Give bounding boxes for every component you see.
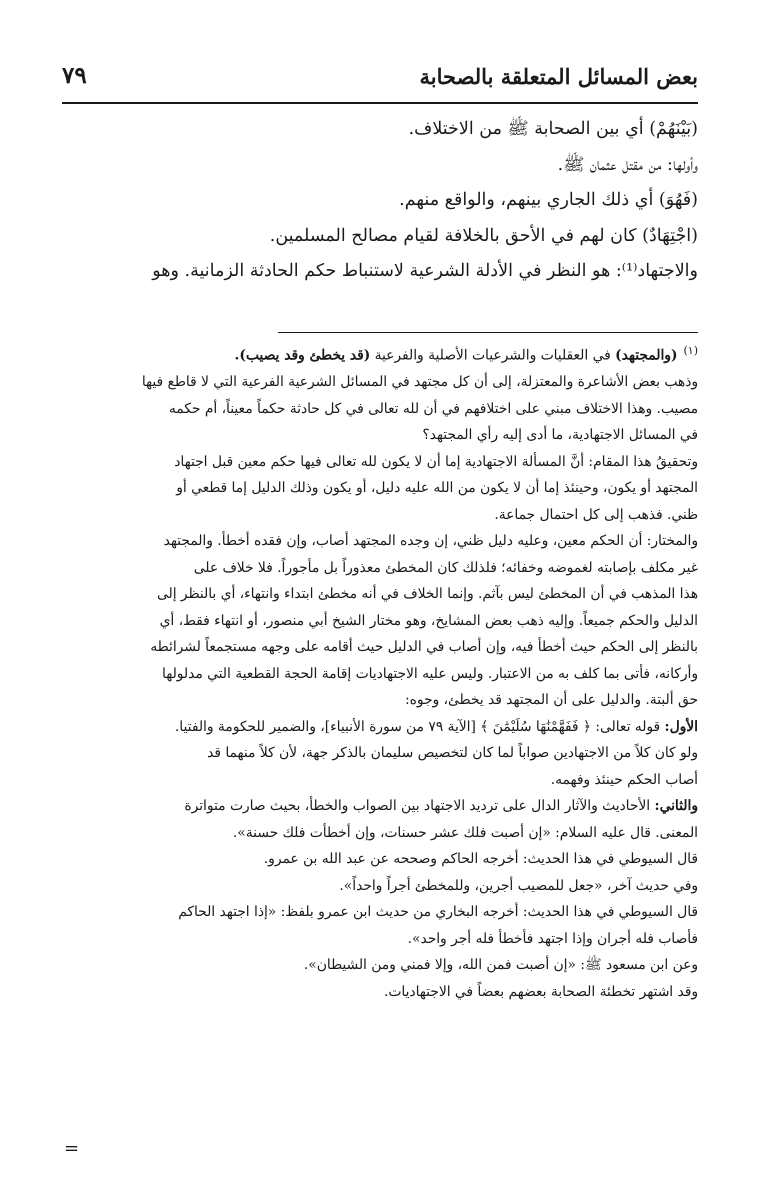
footnote-line: والمختار: أن الحكم معين، وعليه دليل ظني، إن وجده المجتهد أصاب، وإن فقده أخطأ. والمجتهد <box>163 533 698 550</box>
footnote-lead-bold-2: (قد يخطئ وقد يصيب). <box>234 347 371 364</box>
footnote-line: هذا المذهب في أن المخطئ ليس بآثم. وإنما الخلاف في أنه مخطئ ابتداء وانتهاء، أي بالنظر إلى <box>157 586 698 603</box>
main-text <box>62 112 698 290</box>
running-title: بعض المسائل المتعلقة بالصحابة <box>419 64 698 89</box>
footnote-marker: (١) <box>683 344 698 357</box>
footnote-line: الدليل والحكم جميعاً. وإليه ذهب بعض المشايخ، وهو مختار الشيخ أبي منصور، أو انتهاء فقط، أي <box>159 612 698 629</box>
footnote-line: مصيب. وهذا الاختلاف مبني على اختلافهم في أن لله تعالى في كل حادثة حكماً معيناً، أم حكمه <box>168 400 698 417</box>
second-point-text: الأحاديث والآثار الدال على ترديد الاجتهاد بين الصواب والخطأ، بحيث صارت متواترة <box>184 798 655 815</box>
footnotes <box>62 338 698 1005</box>
main-line-2: وأولها: من مقتل عثمان ﷺ. <box>557 154 698 175</box>
footnote-line: فأصاب فله أجران وإذا اجتهد فأخطأ فله أجر واحد». <box>407 930 698 947</box>
footnote-second-point <box>62 793 698 820</box>
footnote-line: المعنى. قال عليه السلام: «إن أصبت فلك عشر حسنات، وإن أخطأت فلك حسنة». <box>232 824 698 841</box>
second-point-label: والثاني: <box>654 798 698 815</box>
main-line-4: (اجْتِهَادٌ) كان لهم في الأحق بالخلافة لقيام مصالح المسلمين. <box>269 225 698 246</box>
footnote-line: وفي حديث آخر، «جعل للمصيب أجرين، وللمخطئ أجراً واحداً». <box>339 877 698 894</box>
footnote-line: وذهب بعض الأشاعرة والمعتزلة، إلى أن كل مجتهد في المسائل الشرعية الفرعية التي لا قاطع فيها <box>141 374 698 391</box>
page-number: ٧٩ <box>62 62 87 89</box>
main-line-3: (فَهُوَ) أي ذلك الجاري بينهم، والواقع منهم. <box>399 190 698 210</box>
footnote-line: أصاب الحكم حينئذ وفهمه. <box>550 771 698 788</box>
footnote-line: حق ألبتة. والدليل على أن المجتهد قد يخطئ، وجوه: <box>404 692 698 709</box>
footnote-line: وتحقيقُ هذا المقام: أنَّ المسألة الاجتهادية إما أن لا يكون لله تعالى فيها حكم معين قبل اجتهاد <box>174 453 698 470</box>
footnote-line: وقد اشتهر تخطئة الصحابة بعضهم بعضاً في الاجتهاديات. <box>384 983 698 1000</box>
first-point-label: الأول: <box>664 718 698 735</box>
main-line-1: (بَيْنَهُمْ) أي بين الصحابة ﷺ من الاختلاف. <box>408 119 698 139</box>
footnote-line: المجتهد أو يكون، وحينئذ إما أن لا يكون من الله عليه دليل، أو يكون وذلك الدليل إما قطعي أو <box>176 480 698 497</box>
footnote-first-point <box>62 714 698 741</box>
footnote-lead <box>62 338 698 369</box>
footnote-lead-bold: (والمجتهد) <box>615 347 678 364</box>
footnote-line: قال السيوطي في هذا الحديث: أخرجه البخاري من حديث ابن عمرو بلفظ: «إذا اجتهد الحاكم <box>178 904 698 921</box>
footnote-line: في المسائل الاجتهادية، ما أدى إليه رأي المجتهد؟ <box>422 427 698 444</box>
footnote-line: قال السيوطي في هذا الحديث: أخرجه الحاكم وصححه عن عبد الله بن عمرو. <box>263 851 698 868</box>
footnote-line: ظني. فذهب إلى كل احتمال جماعة. <box>494 506 698 523</box>
footnote-separator <box>278 332 698 333</box>
footnote-line: وعن ابن مسعود ﷺ: «إن أصبت فمن الله، وإلا فمني ومن الشيطان». <box>303 957 698 974</box>
footnote-lead-text: في العقليات والشرعيات الأصلية والفرعية <box>370 347 616 364</box>
page-header <box>62 62 698 104</box>
footnote-line: بالنظر إلى الحكم حيث أخطأ فيه، وإن أصاب في الدليل حيث أقامه على وجهه مستجمعاً لشرائطه <box>150 639 698 656</box>
footnote-line: وأركانه، فأتى بما كلف به من الاعتبار. وليس عليه الاجتهاديات إقامة الحجة القطعية التي مدلولها <box>162 665 698 682</box>
first-point-text: قوله تعالى: ﴿ فَفَهَّمْنَٰهَا سُلَيْمَٰنَ ﴾ [الآية ٧٩ من سورة الأنبياء]، والضمير للحكومة والفتيا. <box>174 718 665 735</box>
continuation-mark: = <box>64 1138 80 1159</box>
footnote-line: ولو كان كلاً من الاجتهادين صواباً لما كان لتخصيص سليمان بالذكر جهة، لأن كلاً منهما قد <box>207 745 698 762</box>
main-line-5: والاجتهاد⁽¹⁾: هو النظر في الأدلة الشرعية لاستنباط حكم الحادثة الزمانية. وهو <box>152 261 698 281</box>
footnote-line: غير مكلف بإصابته لغموضه وخفائه؛ فلذلك كان المخطئ معذوراً بل مأجوراً. فلا خلاف على <box>193 559 698 576</box>
